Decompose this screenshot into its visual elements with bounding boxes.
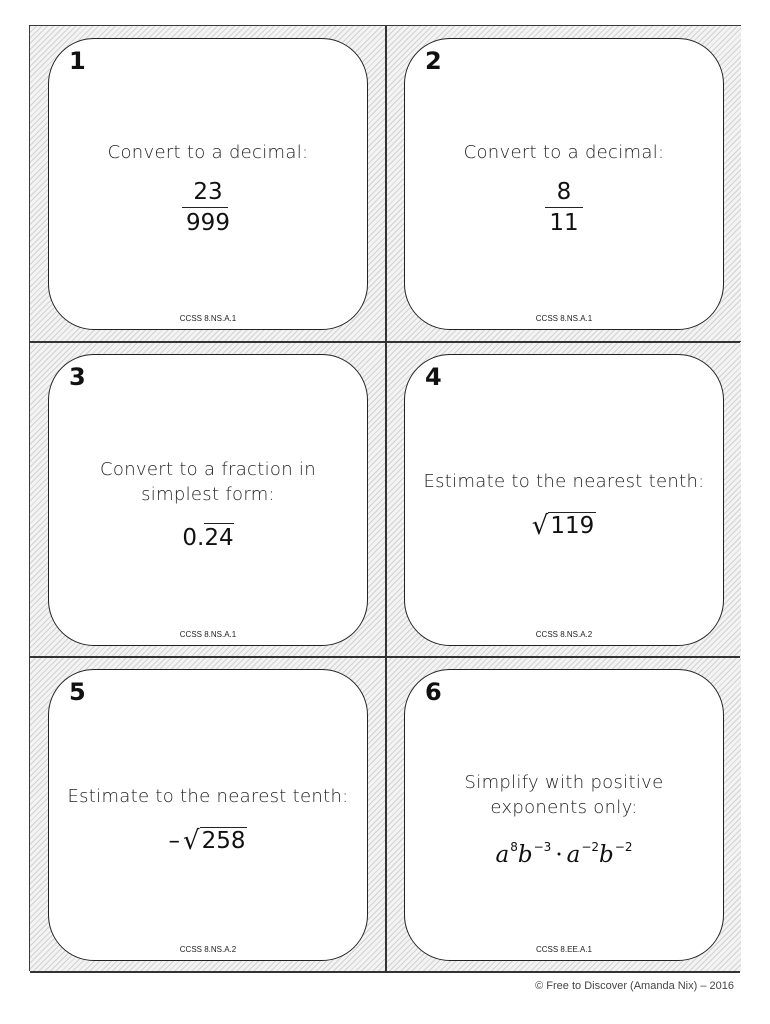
card-content xyxy=(49,670,367,960)
card-standard: CCSS 8.NS.A.2 xyxy=(179,945,237,954)
card-cell-1 xyxy=(30,26,385,341)
decimal-prefix: 0. xyxy=(182,525,205,551)
base-b: b xyxy=(599,842,614,868)
fraction xyxy=(182,179,234,237)
card-prompt: Estimate to the nearest tenth: xyxy=(423,470,705,492)
card-prompt-line-1: Simplify with positive xyxy=(464,772,664,793)
card-standard: CCSS 8.NS.A.1 xyxy=(535,314,593,323)
card-standard: CCSS 8.EE.A.1 xyxy=(535,945,593,954)
task-card-1 xyxy=(48,38,368,330)
exponent-expression xyxy=(496,840,633,868)
repeating-digits: 24 xyxy=(204,525,234,551)
card-content xyxy=(405,670,723,960)
task-card-4 xyxy=(404,354,724,646)
horizontal-divider xyxy=(30,971,740,973)
card-prompt-line-2: simplest form: xyxy=(141,484,275,505)
card-content xyxy=(49,355,367,645)
radicand: 258 xyxy=(201,827,246,854)
card-cell-3 xyxy=(30,342,385,657)
card-prompt-line-1: Convert to a fraction in xyxy=(100,459,316,480)
fraction xyxy=(545,179,582,237)
base-a: a xyxy=(566,842,581,868)
task-card-3 xyxy=(48,354,368,646)
card-number: 5 xyxy=(69,678,86,706)
card-number: 2 xyxy=(425,47,442,75)
card-prompt: Convert to a decimal: xyxy=(107,141,309,163)
card-cell-5 xyxy=(30,657,385,972)
card-content xyxy=(405,39,723,329)
radical-sign: √ xyxy=(531,511,549,542)
repeating-decimal xyxy=(182,525,233,551)
card-prompt: Estimate to the nearest tenth: xyxy=(67,785,349,807)
task-card-6 xyxy=(404,669,724,961)
copyright-footer: © Free to Discover (Amanda Nix) – 2016 xyxy=(535,980,734,992)
square-root-expression xyxy=(168,826,248,857)
card-cell-4 xyxy=(386,342,741,657)
card-standard: CCSS 8.NS.A.1 xyxy=(179,630,237,639)
card-cell-2 xyxy=(386,26,741,341)
radicand: 119 xyxy=(550,512,595,539)
radical-sign: √ xyxy=(183,826,200,857)
task-card-5 xyxy=(48,669,368,961)
horizontal-divider xyxy=(30,341,740,343)
card-standard: CCSS 8.NS.A.1 xyxy=(179,314,237,323)
card-number: 4 xyxy=(425,363,442,391)
card-number: 6 xyxy=(425,678,442,706)
exponent: −3 xyxy=(533,840,552,854)
card-number: 3 xyxy=(69,363,86,391)
card-number: 1 xyxy=(69,47,86,75)
exponent: −2 xyxy=(614,840,633,854)
fraction-numerator: 8 xyxy=(556,178,572,205)
card-cell-6 xyxy=(386,657,741,972)
task-card-2 xyxy=(404,38,724,330)
base-a: a xyxy=(495,842,510,868)
fraction-numerator: 23 xyxy=(193,178,223,205)
card-prompt: Convert to a decimal: xyxy=(463,141,665,163)
card-prompt-line-2: exponents only: xyxy=(490,797,638,818)
exponent: 8 xyxy=(510,840,518,854)
fraction-denominator: 999 xyxy=(186,210,230,237)
square-root-expression xyxy=(531,511,596,542)
card-standard: CCSS 8.NS.A.2 xyxy=(535,630,593,639)
horizontal-divider xyxy=(30,656,740,658)
negative-sign: – xyxy=(168,828,180,855)
card-content xyxy=(405,355,723,645)
multiplication-dot: · xyxy=(555,842,563,868)
base-b: b xyxy=(517,842,533,868)
vertical-divider xyxy=(385,26,387,971)
fraction-denominator: 11 xyxy=(549,210,579,237)
card-content xyxy=(49,39,367,329)
exponent: −2 xyxy=(581,840,600,854)
task-card-sheet xyxy=(29,25,741,971)
